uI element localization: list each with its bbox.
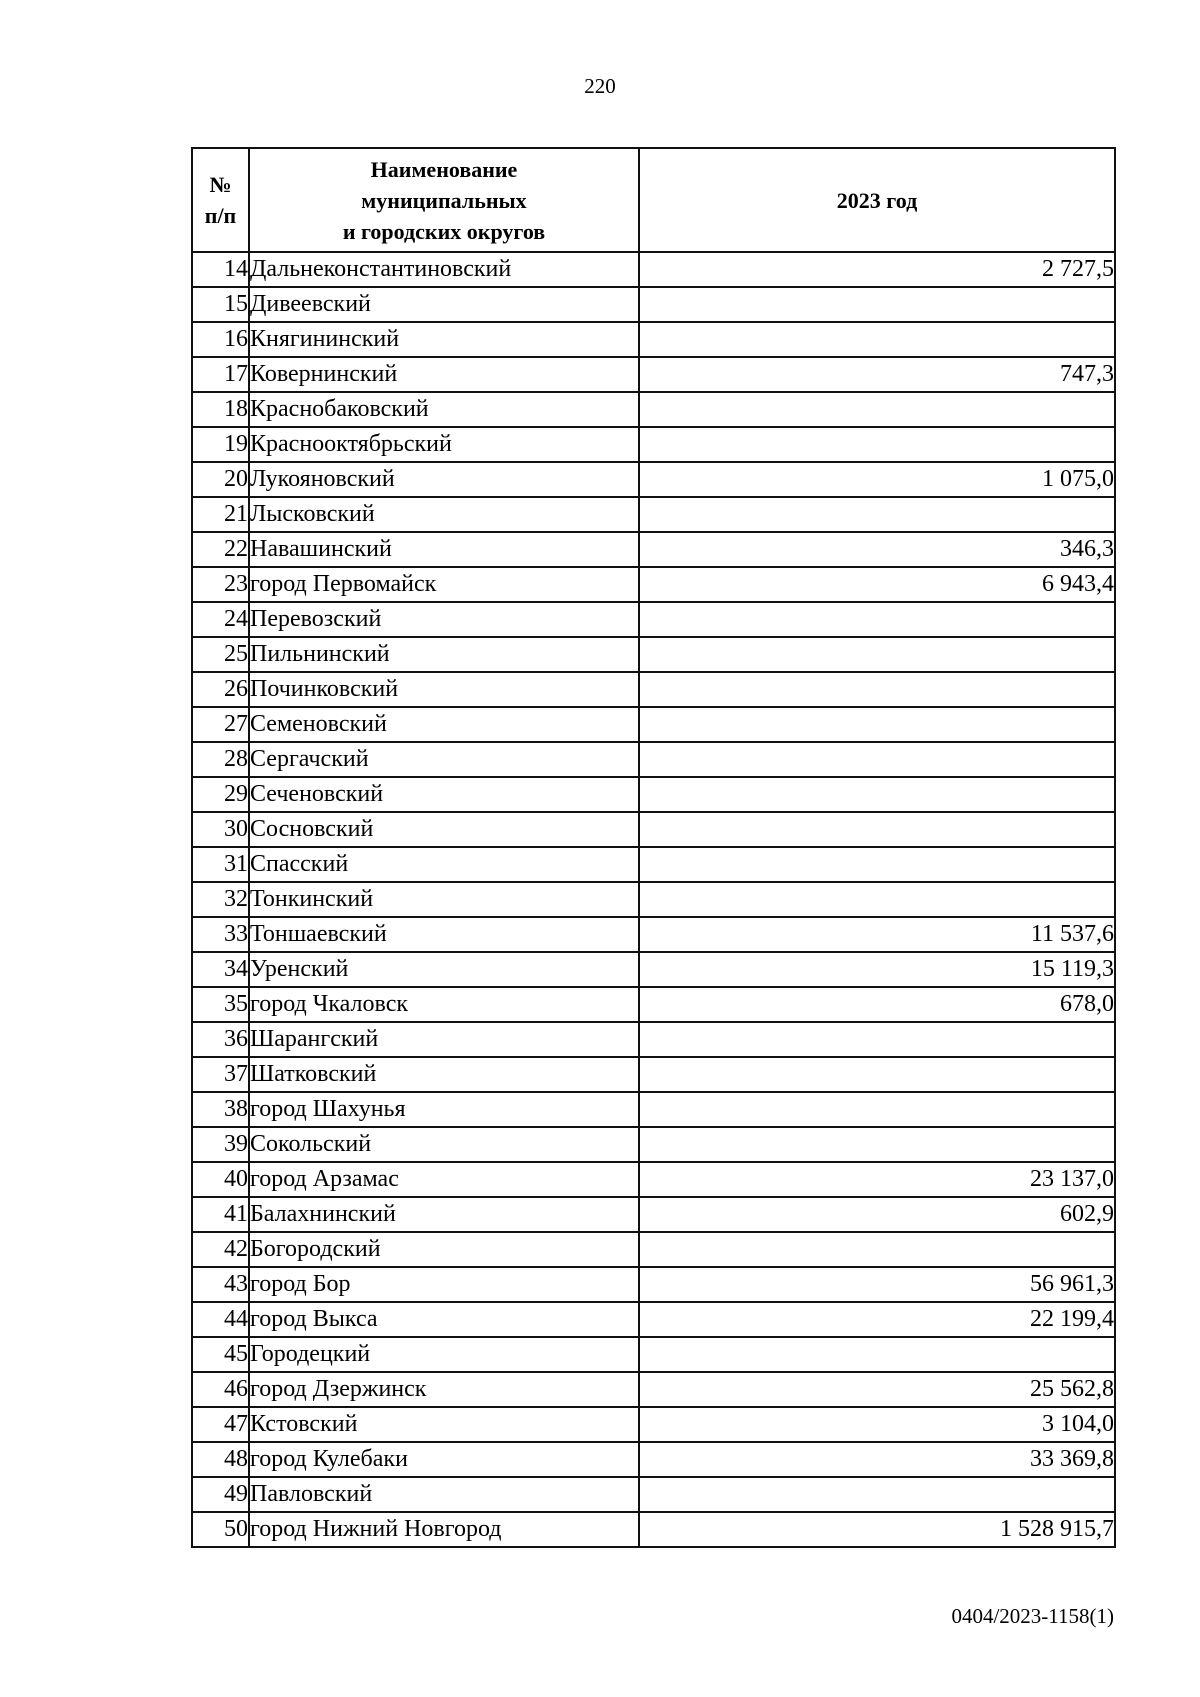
- municipality-name: Городецкий: [249, 1337, 639, 1372]
- table-row: [192, 1232, 1115, 1267]
- municipality-name: Перевозский: [249, 602, 639, 637]
- allocation-value: 15 119,3: [639, 952, 1115, 987]
- row-number: 25: [192, 637, 249, 672]
- table-header-row: [192, 148, 1115, 252]
- allocation-value: 11 537,6: [639, 917, 1115, 952]
- table-row: [192, 357, 1115, 392]
- page-number: 220: [584, 74, 616, 98]
- allocation-value: [639, 1477, 1115, 1512]
- allocation-value: [639, 882, 1115, 917]
- row-number: 28: [192, 742, 249, 777]
- municipality-name: Павловский: [249, 1477, 639, 1512]
- allocation-value: [639, 777, 1115, 812]
- table-row: [192, 1162, 1115, 1197]
- table-row: [192, 1477, 1115, 1512]
- row-number: 27: [192, 707, 249, 742]
- municipality-name: Пильнинский: [249, 637, 639, 672]
- document-code: 0404/2023-1158(1): [951, 1604, 1114, 1628]
- municipality-name: Шатковский: [249, 1057, 639, 1092]
- municipality-name: Сергачский: [249, 742, 639, 777]
- row-number: 39: [192, 1127, 249, 1162]
- header-name-line: Наименование: [370, 156, 518, 182]
- table-row: [192, 322, 1115, 357]
- municipality-name: Балахнинский: [249, 1197, 639, 1232]
- row-number: 33: [192, 917, 249, 952]
- row-number: 44: [192, 1302, 249, 1337]
- allocation-value: 1 075,0: [639, 462, 1115, 497]
- row-number: 22: [192, 532, 249, 567]
- table-row: [192, 1057, 1115, 1092]
- table-row: [192, 1197, 1115, 1232]
- header-number-line: п/п: [204, 203, 237, 228]
- header-name: [249, 148, 639, 252]
- row-number: 38: [192, 1092, 249, 1127]
- header-year: 2023 год: [639, 148, 1115, 252]
- row-number: 36: [192, 1022, 249, 1057]
- row-number: 41: [192, 1197, 249, 1232]
- allocation-value: 678,0: [639, 987, 1115, 1022]
- allocation-value: 33 369,8: [639, 1442, 1115, 1477]
- table-row: [192, 987, 1115, 1022]
- table-row: [192, 1302, 1115, 1337]
- row-number: 43: [192, 1267, 249, 1302]
- municipality-name: Дальнеконстантиновский: [249, 252, 639, 287]
- allocation-value: 25 562,8: [639, 1372, 1115, 1407]
- municipality-name: Лысковский: [249, 497, 639, 532]
- table-row: [192, 1337, 1115, 1372]
- header-number-line: №: [209, 172, 232, 197]
- allocation-value: 56 961,3: [639, 1267, 1115, 1302]
- allocation-value: [639, 847, 1115, 882]
- allocation-value: [639, 287, 1115, 322]
- row-number: 29: [192, 777, 249, 812]
- allocation-value: 602,9: [639, 1197, 1115, 1232]
- table-row: [192, 637, 1115, 672]
- table-row: [192, 672, 1115, 707]
- municipality-name: город Бор: [249, 1267, 639, 1302]
- municipality-name: город Дзержинск: [249, 1372, 639, 1407]
- municipality-name: город Кулебаки: [249, 1442, 639, 1477]
- header-number: [192, 148, 249, 252]
- table-row: [192, 1442, 1115, 1477]
- municipality-name: город Выкса: [249, 1302, 639, 1337]
- table-row: [192, 532, 1115, 567]
- municipality-name: Богородский: [249, 1232, 639, 1267]
- row-number: 32: [192, 882, 249, 917]
- row-number: 49: [192, 1477, 249, 1512]
- allocation-value: [639, 812, 1115, 847]
- table-row: [192, 497, 1115, 532]
- table-row: [192, 252, 1115, 287]
- allocation-value: [639, 1337, 1115, 1372]
- municipality-name: Краснобаковский: [249, 392, 639, 427]
- table-row: [192, 1127, 1115, 1162]
- row-number: 26: [192, 672, 249, 707]
- row-number: 42: [192, 1232, 249, 1267]
- table-row: [192, 1407, 1115, 1442]
- allocation-value: 2 727,5: [639, 252, 1115, 287]
- allocation-value: 3 104,0: [639, 1407, 1115, 1442]
- table-row: [192, 1512, 1115, 1547]
- row-number: 23: [192, 567, 249, 602]
- municipality-name: Лукояновский: [249, 462, 639, 497]
- allocation-value: 1 528 915,7: [639, 1512, 1115, 1547]
- allocation-value: [639, 707, 1115, 742]
- municipality-name: Дивеевский: [249, 287, 639, 322]
- row-number: 14: [192, 252, 249, 287]
- municipality-name: Спасский: [249, 847, 639, 882]
- row-number: 18: [192, 392, 249, 427]
- allocation-value: [639, 427, 1115, 462]
- table-row: [192, 917, 1115, 952]
- row-number: 37: [192, 1057, 249, 1092]
- allocation-value: [639, 497, 1115, 532]
- row-number: 35: [192, 987, 249, 1022]
- allocation-table: [191, 147, 1116, 1548]
- municipality-name: Княгининский: [249, 322, 639, 357]
- row-number: 40: [192, 1162, 249, 1197]
- municipality-name: Семеновский: [249, 707, 639, 742]
- municipality-name: Уренский: [249, 952, 639, 987]
- allocation-value: [639, 637, 1115, 672]
- table-row: [192, 777, 1115, 812]
- allocation-value: 747,3: [639, 357, 1115, 392]
- allocation-value: [639, 1232, 1115, 1267]
- allocation-value: [639, 392, 1115, 427]
- allocation-value: [639, 602, 1115, 637]
- municipality-name: Починковский: [249, 672, 639, 707]
- table-row: [192, 1267, 1115, 1302]
- header-name-line: и городских округов: [342, 218, 546, 244]
- row-number: 16: [192, 322, 249, 357]
- row-number: 50: [192, 1512, 249, 1547]
- allocation-value: 346,3: [639, 532, 1115, 567]
- row-number: 47: [192, 1407, 249, 1442]
- allocation-value: [639, 1057, 1115, 1092]
- municipality-name: Краснооктябрьский: [249, 427, 639, 462]
- table-row: [192, 1372, 1115, 1407]
- allocation-value: [639, 1127, 1115, 1162]
- table-row: [192, 882, 1115, 917]
- municipality-name: Ковернинский: [249, 357, 639, 392]
- municipality-name: город Первомайск: [249, 567, 639, 602]
- row-number: 46: [192, 1372, 249, 1407]
- allocation-value: 22 199,4: [639, 1302, 1115, 1337]
- table-row: [192, 1092, 1115, 1127]
- table-row: [192, 602, 1115, 637]
- municipality-name: Сосновский: [249, 812, 639, 847]
- allocation-value: [639, 742, 1115, 777]
- row-number: 20: [192, 462, 249, 497]
- municipality-name: Сокольский: [249, 1127, 639, 1162]
- allocation-value: [639, 322, 1115, 357]
- table-row: [192, 742, 1115, 777]
- municipality-name: город Шахунья: [249, 1092, 639, 1127]
- table-row: [192, 462, 1115, 497]
- municipality-name: Тоншаевский: [249, 917, 639, 952]
- table-row: [192, 427, 1115, 462]
- municipality-name: Навашинский: [249, 532, 639, 567]
- municipality-name: Кстовский: [249, 1407, 639, 1442]
- allocation-value: 6 943,4: [639, 567, 1115, 602]
- municipality-name: Сеченовский: [249, 777, 639, 812]
- municipality-name: Тонкинский: [249, 882, 639, 917]
- row-number: 21: [192, 497, 249, 532]
- municipality-name: город Арзамас: [249, 1162, 639, 1197]
- row-number: 19: [192, 427, 249, 462]
- header-name-line: муниципальных: [361, 187, 527, 213]
- table-row: [192, 392, 1115, 427]
- row-number: 15: [192, 287, 249, 322]
- table-row: [192, 567, 1115, 602]
- municipality-name: город Чкаловск: [249, 987, 639, 1022]
- row-number: 30: [192, 812, 249, 847]
- allocation-value: [639, 1092, 1115, 1127]
- row-number: 45: [192, 1337, 249, 1372]
- table-row: [192, 1022, 1115, 1057]
- allocation-value: 23 137,0: [639, 1162, 1115, 1197]
- row-number: 31: [192, 847, 249, 882]
- allocation-value: [639, 672, 1115, 707]
- row-number: 17: [192, 357, 249, 392]
- allocation-value: [639, 1022, 1115, 1057]
- table-row: [192, 812, 1115, 847]
- table-row: [192, 707, 1115, 742]
- table-row: [192, 847, 1115, 882]
- table-row: [192, 952, 1115, 987]
- row-number: 34: [192, 952, 249, 987]
- municipality-name: город Нижний Новгород: [249, 1512, 639, 1547]
- table-row: [192, 287, 1115, 322]
- municipality-name: Шарангский: [249, 1022, 639, 1057]
- row-number: 48: [192, 1442, 249, 1477]
- row-number: 24: [192, 602, 249, 637]
